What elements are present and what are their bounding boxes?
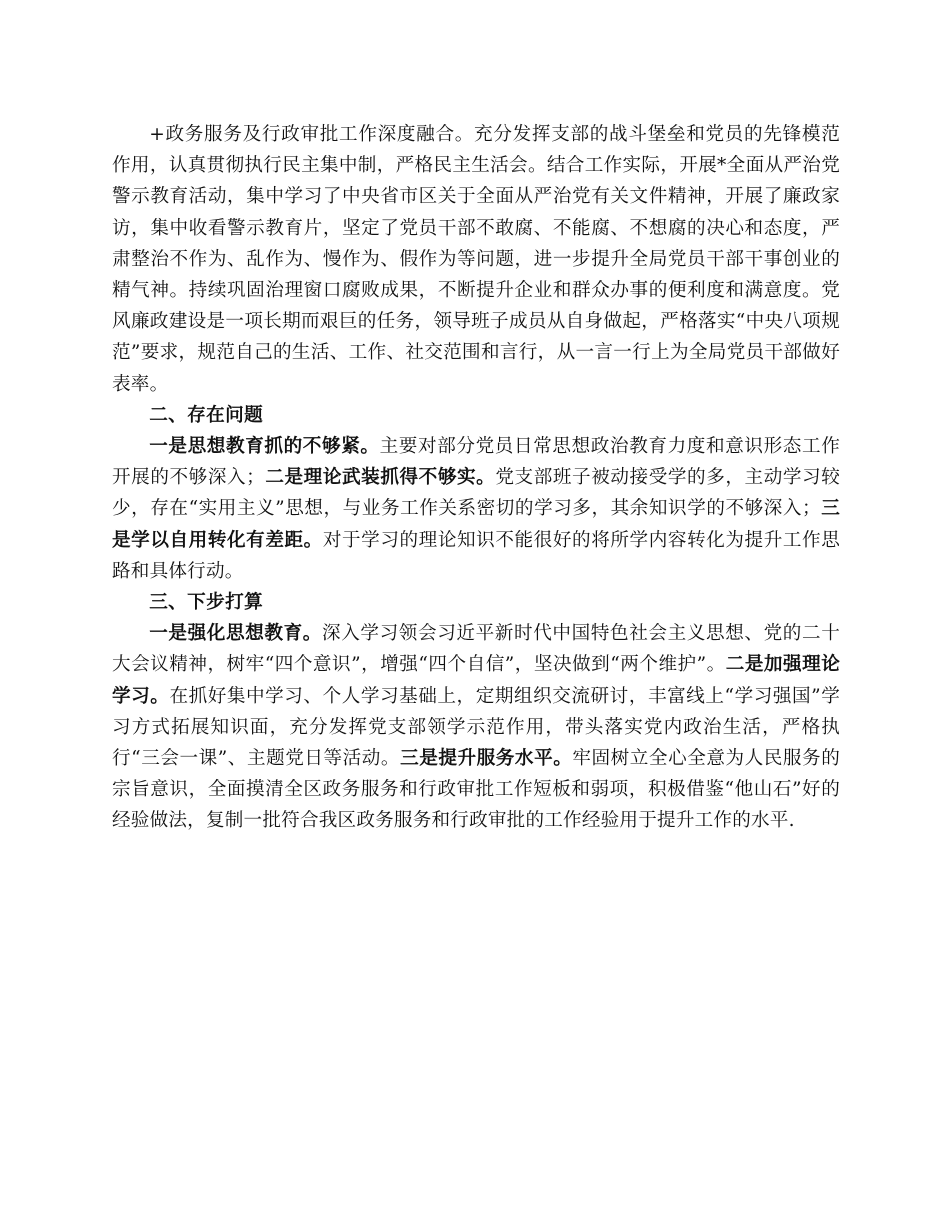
problem-1-text: 主要对部分党员日常思想政治教育力度和意识形态工作开展的不够深入； [112,436,840,489]
plan-3-lead: 三是提升服务水平。 [400,748,573,770]
document-page [112,119,840,837]
next-steps-paragraph [112,618,840,836]
problems-paragraph [112,431,840,587]
section-heading-problems: 二、存在问题 [149,404,264,426]
problem-2-lead: 二是理论武装抓得不够实。 [264,467,496,489]
problem-3-text: 对于学习的理论知识不能很好的将所学内容转化为提升工作思路和具体行动。 [112,529,840,582]
problem-1-lead: 一是思想教育抓的不够紧。 [149,436,380,458]
problem-3-lead: 三是学以自用转化有差距。 [112,498,840,551]
intro-paragraph: +政务服务及行政审批工作深度融合。充分发挥支部的战斗堡垒和党员的先锋模范作用，认真贯彻执行民主集中制，严格民主生活会。结合工作实际，开展*全面从严治党警示教育活动，集中学习了中央省市区关于全面从严治党有关文件精神，开展了廉政家访，集中收看警示教育片，坚定了党员干部不敢腐、不能腐、不想腐的决心和态度，严肃整治不作为、乱作为、慢作为、假作为等问题，进一步提升全局党员干部干事创业的精气神。持续巩固治理窗口腐败成果，不断提升企业和群众办事的便利度和满意度。党风廉政建设是一项长期而艰巨的任务，领导班子成员从自身做起，严格落实“中央八项规范”要求，规范自己的生活、工作、社交范围和言行，从一言一行上为全局党员干部做好表率。 [112,124,840,395]
plan-2-lead: 二是加强理论学习。 [112,654,840,707]
plan-1-text: 深入学习领会习近平新时代中国特色社会主义思想、党的二十大会议精神，树牢“四个意识”，增强“四个自信”，坚决做到“两个维护”。 [112,623,840,676]
section-heading-next-steps: 三、下步打算 [149,592,264,614]
plan-1-lead: 一是强化思想教育。 [149,623,322,645]
plan-3-text: 牢固树立全心全意为人民服务的宗旨意识，全面摸清全区政务服务和行政审批工作短板和弱项，积极借鉴“他山石”好的经验做法，复制一批符合我区政务服务和行政审批的工作经验用于提升工作的水平. [112,748,840,832]
problem-2-text: 党支部班子被动接受学的多，主动学习较少，存在“实用主义”思想，与业务工作关系密切的学习多，其余知识学的不够深入； [112,467,840,520]
plan-2-text: 在抓好集中学习、个人学习基础上，定期组织交流研讨，丰富线上“学习强国”学习方式拓展知识面，充分发挥党支部领学示范作用，带头落实党内政治生活，严格执行“三会一课”、主题党日等活动。 [112,685,840,770]
